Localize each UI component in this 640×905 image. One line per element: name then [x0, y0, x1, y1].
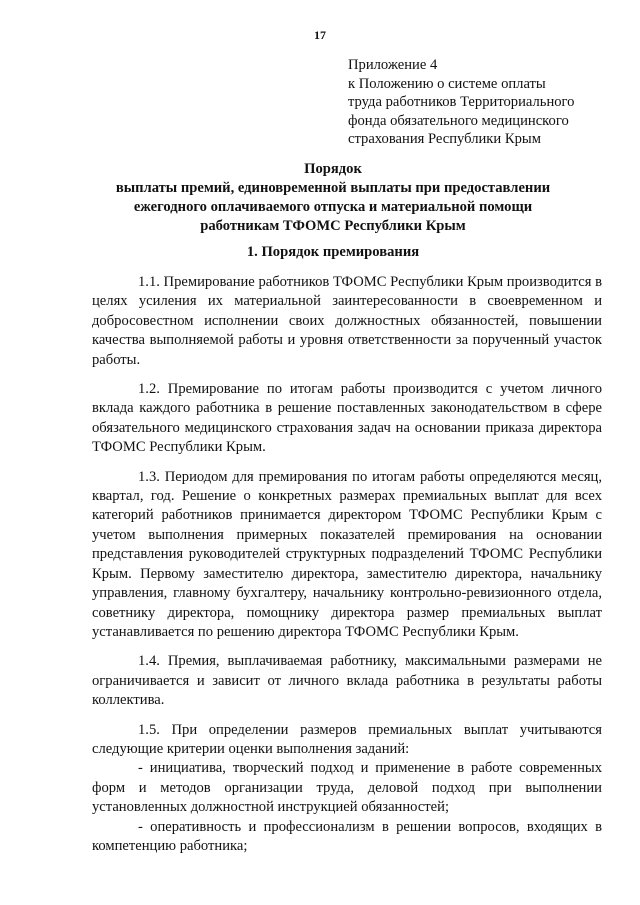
appendix-block: [348, 56, 618, 149]
title-line: Порядок: [304, 161, 362, 177]
criteria-item: - инициатива, творческий подход и применение в работе современных форм и методов организации труда, деловой подход при выполнении установленных должностной инструкцией обязанностей;: [92, 760, 602, 816]
section-body: [92, 273, 602, 856]
appendix-line: труда работников Территориального: [348, 94, 575, 110]
paragraph-1-1: 1.1. Премирование работников ТФОМС Республики Крым производится в целях усиления их материальной заинтересованности в своевременном и добросовестном исполнении своих должностных обязанностей, повышении качества выполняемой работы и уровня ответственности за порученный участок работы.: [92, 274, 602, 368]
paragraph-1-3: 1.3. Периодом для премирования по итогам работы определяются месяц, квартал, год. Решение о конкретных размерах премиальных выплат для всех категорий работников принимается директором ТФОМС Республики Крым с учетом выполнения примерных показателей премирования на основании представления руководителей структурных подразделений ТФОМС Республики Крым. Первому заместителю директора, заместителю директора, начальнику управления, главному бухгалтеру, начальнику контрольно-ревизионного отдела, советнику директора, помощнику директора размер премиальных выплат устанавливается по решению директора ТФОМС Республики Крым.: [92, 468, 602, 640]
appendix-line: Приложение 4: [348, 57, 438, 73]
title-line: выплаты премий, единовременной выплаты при предоставлении: [115, 180, 551, 196]
paragraph-1-2: 1.2. Премирование по итогам работы производится с учетом личного вклада каждого работника в решение поставленных законодательством в сфере обязательного медицинского страхования задач на основании приказа директора ТФОМС Республики Крым.: [92, 381, 602, 456]
appendix-line: страхования Республики Крым: [348, 131, 541, 147]
paragraph-1-4: 1.4. Премия, выплачиваемая работнику, максимальными размерами не ограничивается и зависит от личного вклада работника в результаты работы коллектива.: [92, 653, 602, 709]
section-heading: 1. Порядок премирования: [246, 244, 420, 260]
appendix-line: к Положению о системе оплаты: [348, 75, 546, 92]
page-number: 17: [314, 28, 326, 42]
paragraph-1-5: 1.5. При определении размеров премиальных выплат учитываются следующие критерии оценки выполнения заданий:: [92, 721, 602, 757]
appendix-line: фонда обязательного медицинского: [348, 112, 569, 129]
title-line: ежегодного оплачиваемого отпуска и материальной помощи: [133, 199, 533, 215]
criteria-item: - оперативность и профессионализм в решении вопросов, входящих в компетенцию работника;: [92, 818, 602, 854]
document-title: [70, 160, 596, 236]
title-line: работникам ТФОМС Республики Крым: [200, 218, 466, 234]
